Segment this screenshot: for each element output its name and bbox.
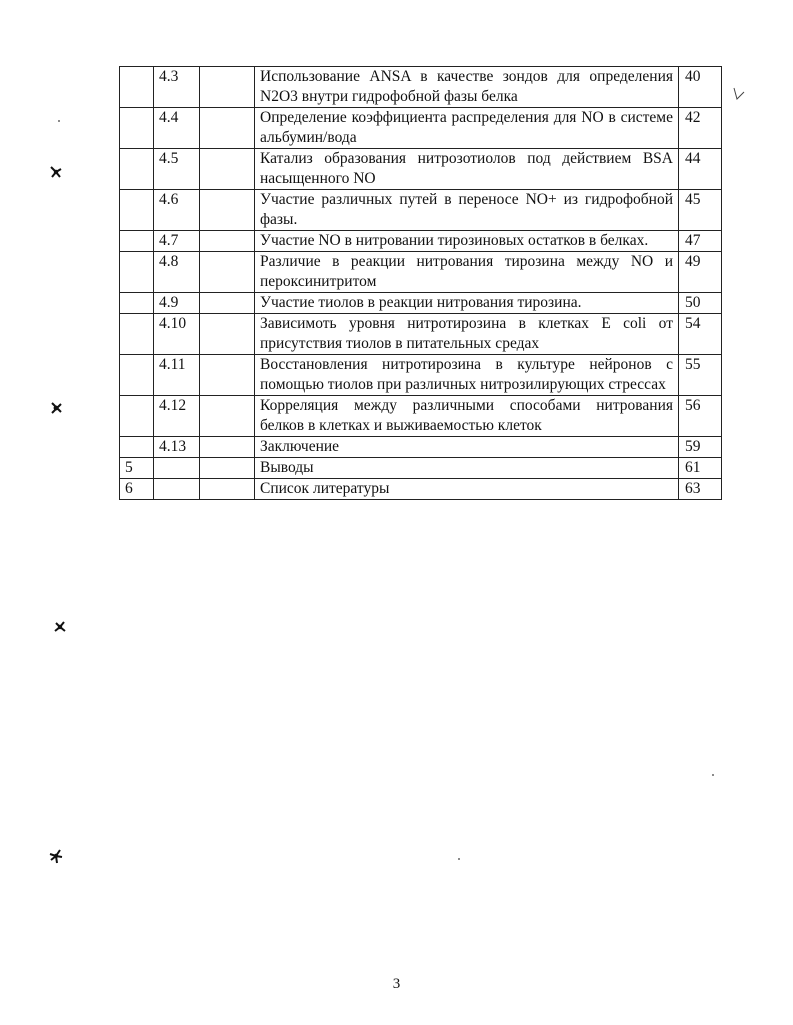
toc-empty-cell bbox=[200, 355, 255, 396]
toc-entry-title: Восстановления нитротирозина в культуре нейронов с помощью тиолов при различных нитрозилирующих стрессах bbox=[255, 355, 679, 396]
toc-page-number: 47 bbox=[679, 231, 722, 252]
toc-body bbox=[120, 67, 722, 500]
toc-subsection-number bbox=[154, 479, 200, 500]
toc-row bbox=[120, 479, 722, 500]
toc-empty-cell bbox=[200, 396, 255, 437]
toc-page-number: 45 bbox=[679, 190, 722, 231]
toc-empty-cell bbox=[200, 231, 255, 252]
toc-empty-cell bbox=[200, 149, 255, 190]
toc-subsection-number: 4.12 bbox=[154, 396, 200, 437]
toc-page-number: 54 bbox=[679, 314, 722, 355]
toc-entry-title: Выводы bbox=[255, 458, 679, 479]
scan-speck bbox=[458, 858, 460, 860]
toc-row bbox=[120, 149, 722, 190]
toc-row bbox=[120, 396, 722, 437]
toc-page-number: 40 bbox=[679, 67, 722, 108]
scan-speck bbox=[58, 120, 60, 122]
toc-entry-title: Катализ образования нитрозотиолов под действием BSA насыщенного NO bbox=[255, 149, 679, 190]
toc-subsection-number: 4.13 bbox=[154, 437, 200, 458]
toc-row bbox=[120, 437, 722, 458]
toc-section-number bbox=[120, 252, 154, 293]
toc-page-number: 63 bbox=[679, 479, 722, 500]
margin-tick-mark-icon bbox=[732, 86, 748, 102]
toc-empty-cell bbox=[200, 479, 255, 500]
toc-entry-title: Использование ANSA в качестве зондов для определения N2O3 внутри гидрофобной фазы белка bbox=[255, 67, 679, 108]
scan-speck bbox=[712, 774, 714, 776]
toc-section-number bbox=[120, 190, 154, 231]
toc-section-number: 6 bbox=[120, 479, 154, 500]
toc-subsection-number bbox=[154, 458, 200, 479]
toc-table bbox=[119, 66, 722, 500]
toc-section-number bbox=[120, 437, 154, 458]
toc-page-number: 55 bbox=[679, 355, 722, 396]
toc-subsection-number: 4.3 bbox=[154, 67, 200, 108]
toc-row bbox=[120, 293, 722, 314]
toc-page-number: 49 bbox=[679, 252, 722, 293]
toc-entry-title: Участие NO в нитровании тирозиновых остатков в белках. bbox=[255, 231, 679, 252]
toc-section-number bbox=[120, 108, 154, 149]
toc-entry-title: Список литературы bbox=[255, 479, 679, 500]
toc-entry-title: Различие в реакции нитрования тирозина между NO и пероксинитритом bbox=[255, 252, 679, 293]
toc-row bbox=[120, 231, 722, 252]
toc-section-number bbox=[120, 293, 154, 314]
toc-subsection-number: 4.11 bbox=[154, 355, 200, 396]
toc-subsection-number: 4.5 bbox=[154, 149, 200, 190]
toc-section-number bbox=[120, 396, 154, 437]
toc-section-number bbox=[120, 355, 154, 396]
toc-empty-cell bbox=[200, 437, 255, 458]
toc-row bbox=[120, 108, 722, 149]
punch-hole-mark-icon bbox=[52, 619, 68, 635]
toc-empty-cell bbox=[200, 67, 255, 108]
toc-entry-title: Корреляция между различными способами нитрования белков в клетках и выживаемостью клеток bbox=[255, 396, 679, 437]
toc-entry-title: Участие различных путей в переносе NO+ из гидрофобной фазы. bbox=[255, 190, 679, 231]
toc-subsection-number: 4.4 bbox=[154, 108, 200, 149]
toc-page-number: 61 bbox=[679, 458, 722, 479]
toc-subsection-number: 4.9 bbox=[154, 293, 200, 314]
punch-hole-mark-icon bbox=[48, 164, 64, 180]
toc-page-number: 44 bbox=[679, 149, 722, 190]
toc-entry-title: Участие тиолов в реакции нитрования тирозина. bbox=[255, 293, 679, 314]
punch-hole-mark-icon bbox=[48, 400, 64, 416]
toc-page-number: 42 bbox=[679, 108, 722, 149]
toc-entry-title: Заключение bbox=[255, 437, 679, 458]
toc-section-number bbox=[120, 314, 154, 355]
toc-empty-cell bbox=[200, 252, 255, 293]
toc-entry-title: Определение коэффициента распределения для NO в системе альбумин/вода bbox=[255, 108, 679, 149]
toc-subsection-number: 4.6 bbox=[154, 190, 200, 231]
toc-entry-title: Зависимоть уровня нитротирозина в клетках E coli от присутствия тиолов в питательных средах bbox=[255, 314, 679, 355]
toc-section-number bbox=[120, 231, 154, 252]
toc-page-number: 50 bbox=[679, 293, 722, 314]
toc-section-number bbox=[120, 67, 154, 108]
toc-empty-cell bbox=[200, 108, 255, 149]
toc-subsection-number: 4.7 bbox=[154, 231, 200, 252]
toc-row bbox=[120, 67, 722, 108]
toc-empty-cell bbox=[200, 293, 255, 314]
toc-section-number bbox=[120, 149, 154, 190]
toc-empty-cell bbox=[200, 314, 255, 355]
toc-empty-cell bbox=[200, 458, 255, 479]
toc-page-number: 59 bbox=[679, 437, 722, 458]
toc-row bbox=[120, 355, 722, 396]
toc-row bbox=[120, 252, 722, 293]
punch-hole-mark-icon bbox=[48, 848, 64, 864]
toc-section-number: 5 bbox=[120, 458, 154, 479]
toc-row bbox=[120, 458, 722, 479]
toc-empty-cell bbox=[200, 190, 255, 231]
toc-subsection-number: 4.10 bbox=[154, 314, 200, 355]
toc-page-number: 56 bbox=[679, 396, 722, 437]
toc-row bbox=[120, 314, 722, 355]
page-number: 3 bbox=[392, 976, 401, 992]
toc-row bbox=[120, 190, 722, 231]
toc-subsection-number: 4.8 bbox=[154, 252, 200, 293]
